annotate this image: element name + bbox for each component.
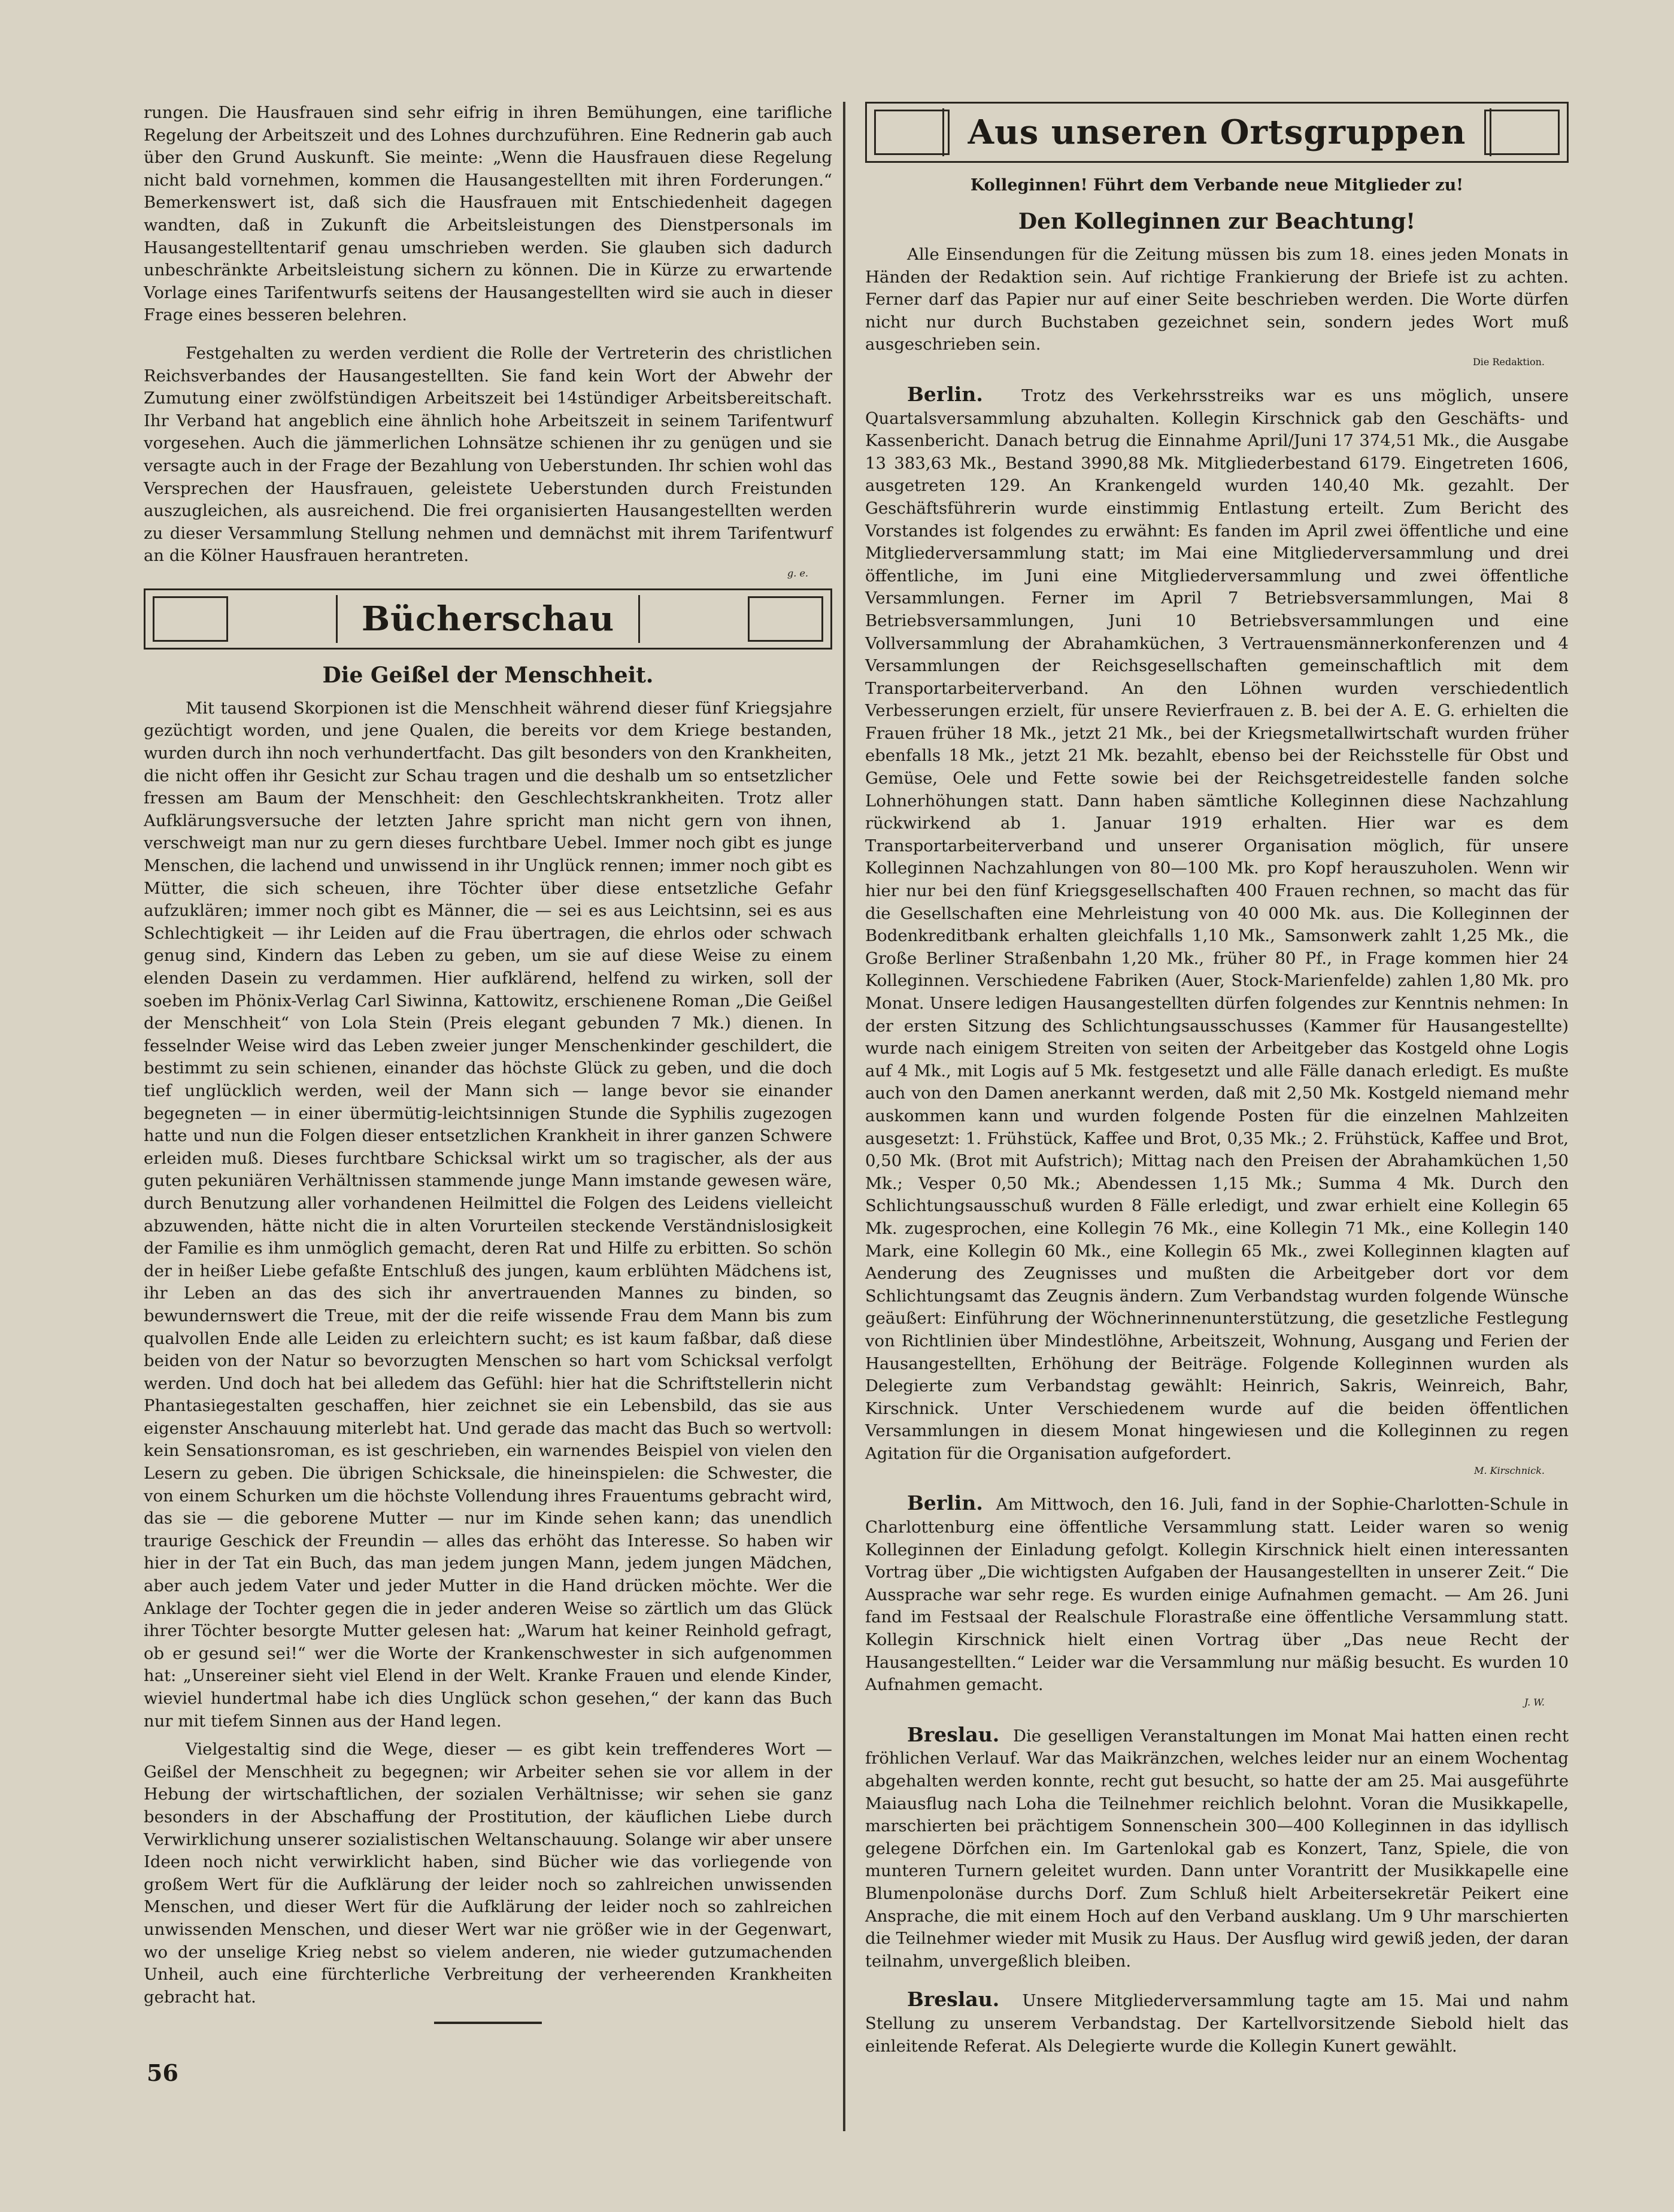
page-number: 56 (147, 2059, 178, 2086)
intro-paragraph-1: rungen. Die Hausfrauen sind sehr eifrig in ihren Bemühungen, eine tarifliche Regelung der Arbeitszeit und des Lohnes durchzuführen. Eine Rednerin gab auch über den Grund Auskunft. Sie meinte: „Wenn die Hausfrauen diese Regelung nicht bald vornehmen, kommen die Hausangestellten mit ihren Forderungen.“ Bemerkenswert ist, daß sich die Hausfrauen mit Entschiedenheit dagegen wandten, daß in Zukunft die Arbeitsleistungen des Dienstpersonals im Hausangestelltentarif genau umschrieben werden. Sie glauben sich dadurch unbeschränkte Arbeitsleistung sichern zu können. Die in Kürze zu erwartende Vorlage eines Tarifentwurfs seitens der Hausangestellten wird sie auch in dieser Frage eines besseren belehren. (144, 103, 832, 325)
end-rule (434, 2022, 542, 2024)
report-text: Am Mittwoch, den 16. Juli, fand in der Sophie-Charlotten-Schule in Charlottenburg eine öffentliche Versammlung statt. Leider waren so wenig Kolleginnen der Einladung gefolgt. Kollegin Kirschnick hielt einen interessanten Vortrag über „Die wichtigsten Aufgaben der Hausangestellten in unserer Zeit.“ Die Aussprache war sehr rege. Es wurden einige Aufnahmen gemacht. — Am 26. Juni fand im Festsaal der Realschule Florastraße eine öffentliche Versammlung statt. Kollegin Kirschnick hielt einen Vortrag über „Das neue Recht der Hausangestellten.“ Leider war die Versammlung nur mäßig besucht. Es wurden 10 Aufnahmen gemacht. (865, 1495, 1569, 1695)
column-divider (843, 102, 845, 2131)
report-town: Berlin. (907, 382, 983, 406)
report-town: Breslau. (907, 1722, 1000, 1746)
banner-title: Bücherschau (336, 595, 640, 643)
report-breslau-1 (865, 1724, 1569, 1973)
notice-text: Alle Einsendungen für die Zeitung müssen bis zum 18. eines jeden Monats in Händen der Redaktion sein. Auf richtige Frankierung der Briefe ist zu achten. Ferner darf das Papier nur auf einer Seite beschrieben werden. Die Worte dürfen nicht nur durch Buchstaben gezeichnet sein, sondern jedes Wort muß ausgeschrieben sein. (865, 245, 1569, 354)
banner-ornament-right (748, 596, 823, 642)
banner-ornament-left (874, 110, 950, 155)
book-review-paragraph-1: Mit tausend Skorpionen ist die Menschheit während dieser fünf Kriegsjahre gezüchtigt worden, und jene Qualen, die bereits vor dem Kriege bestanden, wurden durch ihn noch verhundertfacht. Das gilt besonders von den Krankheiten, die nicht offen ihr Gesicht zur Schau tragen und die deshalb um so entsetzlicher fressen am Baum der Menschheit: den Geschlechtskrankheiten. Trotz aller Aufklärungsversuche der letzten Jahre spricht man nicht gern von ihnen, verschweigt man nur zu gern dieses furchtbare Uebel. Immer noch gibt es junge Menschen, die lachend und unwissend in ihr Unglück rennen; immer noch gibt es Mütter, die sich scheuen, ihre Töchter über diese entsetzliche Gefahr aufzuklären; immer noch gibt es Männer, die — sei es aus Leichtsinn, sei es aus Schlechtigkeit — ihr Leiden auf die Frau übertragen, die ehrlos oder schwach genug sind, Kindern das Leben zu geben, um sie auf diese Weise zu einem elenden Dasein zu verdammen. Hier aufklärend, helfend zu wirken, soll der soeben im Phönix-Verlag Carl Siwinna, Kattowitz, erschienene Roman „Die Geißel der Menschheit“ von Lola Stein (Preis elegant gebunden 7 Mk.) dienen. In fesselnder Weise wird das Leben zweier junger Menschenkinder geschildert, die bestimmt zu sein schienen, einander das höchste Glück zu geben, und die doch tief unglücklich werden, weil der Mann sich — lange bevor sie einander begegneten — in einer übermütig-leichtsinnigen Stunde die Syphilis zugezogen hatte und nun die Folgen dieser entsetzlichen Krankheit in ihrer ganzen Schwere erleiden muß. Dieses furchtbare Schicksal wirkt um so tragischer, als der aus guten pekuniären Verhältnissen stammende junge Mann imstande gewesen wäre, durch Benutzung aller vorhandenen Heilmittel die Folgen des Leidens vielleicht abzuwenden, hätte nicht die in alten Vorurteilen steckende Verständnislosigkeit der Familie es ihm unmöglich gemacht, deren Rat und Hilfe zu erbitten. So schön der in heißer Liebe gefaßte Entschluß des jungen, kaum erblühten Mädchens ist, ihr Leben an das des sich ihr anvertrauenden Mannes zu binden, so bewundernswert die Treue, mit der die reife wissende Frau dem Mann bis zum qualvollen Ende alle Leiden zu erleichtern sucht; es ist kaum faßbar, daß diese beiden von der Natur so bevorzugten Menschen so hart vom Schicksal verfolgt werden. Und doch hat bei alledem das Gefühl: hier hat die Schriftstellerin nicht Phantasiegestalten geschaffen, hier zeichnet sie ein Lebensbild, das sie aus eigenster Anschauung miterlebt hat. Und gerade das macht das Buch so wertvoll: kein Sensationsroman, es ist geschrieben, ein warnendes Beispiel von vielen den Lesern zu geben. Die übrigen Schicksale, die hineinspielen: die Schwester, die von einem Schurken um die höchste Vollendung ihres Frauentums gebracht wird, das sie — die geborene Mutter — nur im Kinde sehen kann; das unendlich traurige Geschick der Freundin — alles das erhöht das Interesse. So haben wir hier in der Tat ein Buch, das man jedem jungen Mann, jedem jungen Mädchen, aber auch jedem Vater und jeder Mutter in die Hand drücken möchte. Wer die Anklage der Tochter gegen die in jeder anderen Weise so zärtlich um das Glück ihrer Töchter besorgte Mutter gelesen hat: „Warum hat keiner Reinhold gefragt, ob er gesund sei!“ wer die Worte der Krankenschwester in sich aufgenommen hat: „Unsereiner sieht viel Elend in der Welt. Kranke Frauen und elende Kinder, wieviel hundertmal habe ich dies Unglück schon gesehen,“ der kann das Buch nur mit tiefem Sinnen aus der Hand legen. (144, 698, 832, 1731)
report-signature: J. W. (1524, 1696, 1545, 1708)
report-town: Berlin. (907, 1491, 983, 1515)
notice-signature: Die Redaktion. (1472, 356, 1545, 368)
report-text: Die geselligen Veranstaltungen im Monat Mai hatten einen recht fröhlichen Verlauf. War das Maikränzchen, welches leider nur an einem Wochentag abgehalten werden konnte, recht gut besucht, so hatte der am 25. Mai ausgeführte Maiausflug nach Loha die Teilnehmer reichlich belohnt. Voran die Musikkapelle, marschierten bei prächtigem Sonnenschein 300—400 Kolleginnen in das idyllisch gelegene Dörfchen ein. Im Gartenlokal gab es Konzert, Tanz, Spiele, die von munteren Turnern geleitet wurden. Dann unter Vorantritt der Musikkapelle eine Blumenpolonäse durchs Dorf. Zum Schluß hielt Arbeitersekretär Peikert eine Ansprache, die mit einem Hoch auf den Verband ausklang. Um 9 Uhr marschierten die Teilnehmer wieder mit Musik zu Haus. Der Ausflug wird gewiß jeden, der daran teilnahm, unvergeßlich bleiben. (865, 1726, 1569, 1971)
motto: Kolleginnen! Führt dem Verbande neue Mitglieder zu! (970, 176, 1464, 195)
notice-title: Den Kolleginnen zur Beachtung! (1018, 209, 1416, 234)
intro-signature: g. e. (787, 567, 808, 579)
book-review-paragraph-2: Vielgestaltig sind die Wege, dieser — es gibt kein treffenderes Wort — Geißel der Menschheit zu begegnen; wir Arbeiter sehen sie vor allem in der Hebung der wirtschaftlichen, der sozialen Verhältnisse; wir sehen sie ganz besonders in der Abschaffung der Prostitution, der käuflichen Liebe durch Verwirklichung unserer sozialistischen Weltanschauung. Solange wir aber unsere Ideen noch nicht verwirklicht haben, sind Bücher wie das vorliegende von großem Wert für die Aufklärung der leider noch so zahlreichen unwissenden Menschen, und dieser Wert für die Aufklärung der leider noch so zahlreichen unwissenden Menschen, und dieser Wert war nie größer wie in der Gegenwart, wo der unselige Krieg nebst so vielem anderen, nie wieder gutzumachenden Unheil, auch eine fürchterliche Verbreitung der verheerenden Krankheiten gebracht hat. (144, 1740, 832, 2007)
right-column (865, 102, 1569, 2058)
book-review-title: Die Geißel der Menschheit. (322, 662, 654, 688)
report-berlin-2 (865, 1492, 1569, 1707)
section-banner-local-groups (865, 102, 1569, 163)
report-breslau-2 (865, 1988, 1569, 2058)
banner-ornament-right (1484, 110, 1560, 155)
report-berlin-1 (865, 383, 1569, 1477)
section-banner-bookreview (144, 588, 832, 650)
report-text: Trotz des Verkehrsstreiks war es uns möglich, unsere Quartalsversammlung abzuhalten. Kollegin Kirschnick gab den Geschäfts- und Kassenbericht. Danach betrug die Einnahme April/Juni 17 374,51 Mk., die Ausgabe 13 383,63 Mk., Bestand 3990,88 Mk. Mitgliederbestand 6179. Eingetreten 1606, ausgetreten 129. An Krankengeld wurden 140,40 Mk. gezahlt. Der Geschäftsführerin wurde einstimmig Entlastung erteilt. Zum Bericht des Vorstandes ist folgendes zu erwähnt: Es fanden im April zwei öffentliche und eine Mitgliederversammlung statt; im Mai eine Mitgliederversammlung und drei öffentliche, im Juni eine Mitgliederversammlung und zwei öffentliche Versammlungen. Ferner im April 7 Betriebsversammlungen, Mai 8 Betriebsversammlungen, Juni 10 Betriebsversammlungen und eine Vollversammlung der Abrahamküchen, 3 Vertrauensmännerkonferenzen und 4 Versammlungen der Reichsgesellschaften gemeinschaftlich mit dem Transportarbeiterverband. An den Löhnen wurden verschiedentlich Verbesserungen erzielt, für unsere Revierfrauen z. B. bei der A. E. G. erhielten die Frauen früher 18 Mk., jetzt 21 Mk., bei der Kriegsmetallwirtschaft wurden früher ebenfalls 18 Mk., jetzt 21 Mk. bezahlt, ebenso bei der Reichsstelle für Obst und Gemüse, Oele und Fette sowie bei der Reichsgetreidestelle fanden solche Lohnerhöhungen statt. Dann haben sämtliche Kolleginnen diese Nachzahlung rückwirkend ab 1. Januar 1919 erhalten. Hier war es dem Transportarbeiterverband und unserer Organisation möglich, für unsere Kolleginnen Nachzahlungen von 80—100 Mk. pro Kopf herauszuholen. Wenn wir hier nur bei den fünf Kriegsgesellschaften 400 Frauen rechnen, so macht das für die Gesellschaften eine Mehrleistung von 40 000 Mk. aus. Die Kolleginnen der Bodenkreditbank erhalten gleichfalls 1,10 Mk., Samsonwerk zahlt 1,25 Mk., die Große Berliner Straßenbahn 1,20 Mk., früher 80 Pf., in Frage kommen hier 24 Kolleginnen. Verschiedene Fabriken (Auer, Stock-Marienfelde) zahlen 1,80 Mk. pro Monat. Unsere ledigen Hausangestellten dürfen folgendes zur Kenntnis nehmen: In der ersten Sitzung des Schlichtungsausschusses (Kammer für Hausangestellte) wurde nach einigem Streiten von seiten der Arbeitgeber das Kostgeld ohne Logis auf 4 Mk., mit Logis auf 5 Mk. festgesetzt und alle Fälle danach erledigt. Es mußte auch von den Damen anerkannt werden, daß mit 2,50 Mk. Kostgeld niemand mehr auskommen kann und wurden folgende Posten für die einzelnen Mahlzeiten ausgesetzt: 1. Frühstück, Kaffee und Brot, 0,35 Mk.; 2. Frühstück, Kaffee und Brot, 0,50 Mk. (Brot mit Aufstrich); Mittag nach den Preisen der Abrahamküchen 1,50 Mk.; Vesper 0,50 Mk.; Abendessen 1,15 Mk.; Summa 4 Mk. Durch den Schlichtungsausschuß wurden 8 Fälle erledigt, und zwar erhielt eine Kollegin 65 Mk. zugesprochen, eine Kollegin 76 Mk., eine Kollegin 71 Mk., eine Kollegin 140 Mark, eine Kollegin 60 Mk., eine Kollegin 65 Mk., zwei Kolleginnen klagten auf Aenderung des Zeugnisses und mußten die Arbeitgeber dort vor dem Schlichtungsamt das Zeugnis ändern. Zum Verbandstag wurden folgende Wünsche geäußert: Einführung der Wöchnerinnenunterstützung, die gesetzliche Festlegung von Richtlinien über Mindestlöhne, Arbeitszeit, Wohnung, Ausgang und Ferien der Hausangestellten, Erhöhung der Beiträge. Folgende Kolleginnen wurden als Delegierte zum Verbandstag gewählt: Heinrich, Sakris, Weinreich, Bahr, Kirschnick. Unter Verschiedenem wurde auf die beiden öffentlichen Versammlungen in diesem Monat hingewiesen und die Kolleginnen zu regen Agitation für die Organisation aufgefordert. (865, 386, 1569, 1463)
report-signature: M. Kirschnick. (1474, 1465, 1545, 1477)
banner-title: Aus unseren Ortsgruppen (942, 108, 1492, 156)
report-text: Unsere Mitgliederversammlung tagte am 15. Mai und nahm Stellung zu unserem Verbandstag. Der Kartellvorsitzende Siebold hielt das einleitende Referat. Als Delegierte wurde die Kollegin Kunert gewählt. (865, 1991, 1569, 2056)
banner-ornament-left (153, 596, 228, 642)
report-town: Breslau. (907, 1988, 1000, 2011)
left-column (144, 102, 832, 2024)
intro-paragraph-2: Festgehalten zu werden verdient die Rolle der Vertreterin des christlichen Reichsverbandes der Hausangestellten. Sie fand kein Wort der Abwehr der Zumutung einer zwölfstündigen Arbeitszeit bei 14stündiger Arbeitsbereitschaft. Ihr Verband hat angeblich eine ähnlich hohe Arbeitszeit in seinem Tarifentwurf vorgesehen. Auch die jämmerlichen Lohnsätze schienen ihr zu genügen und sie versagte auch in der Frage der Bezahlung von Ueberstunden. Ihr schien wohl das Versprechen der Hausfrauen, geleistete Ueberstunden durch Freistunden auszugleichen, als ausreichend. Die frei organisierten Hausangestellten werden zu dieser Versammlung Stellung nehmen und demnächst mit ihrem Tarifentwurf an die Kölner Hausfrauen herantreten. (144, 343, 832, 566)
